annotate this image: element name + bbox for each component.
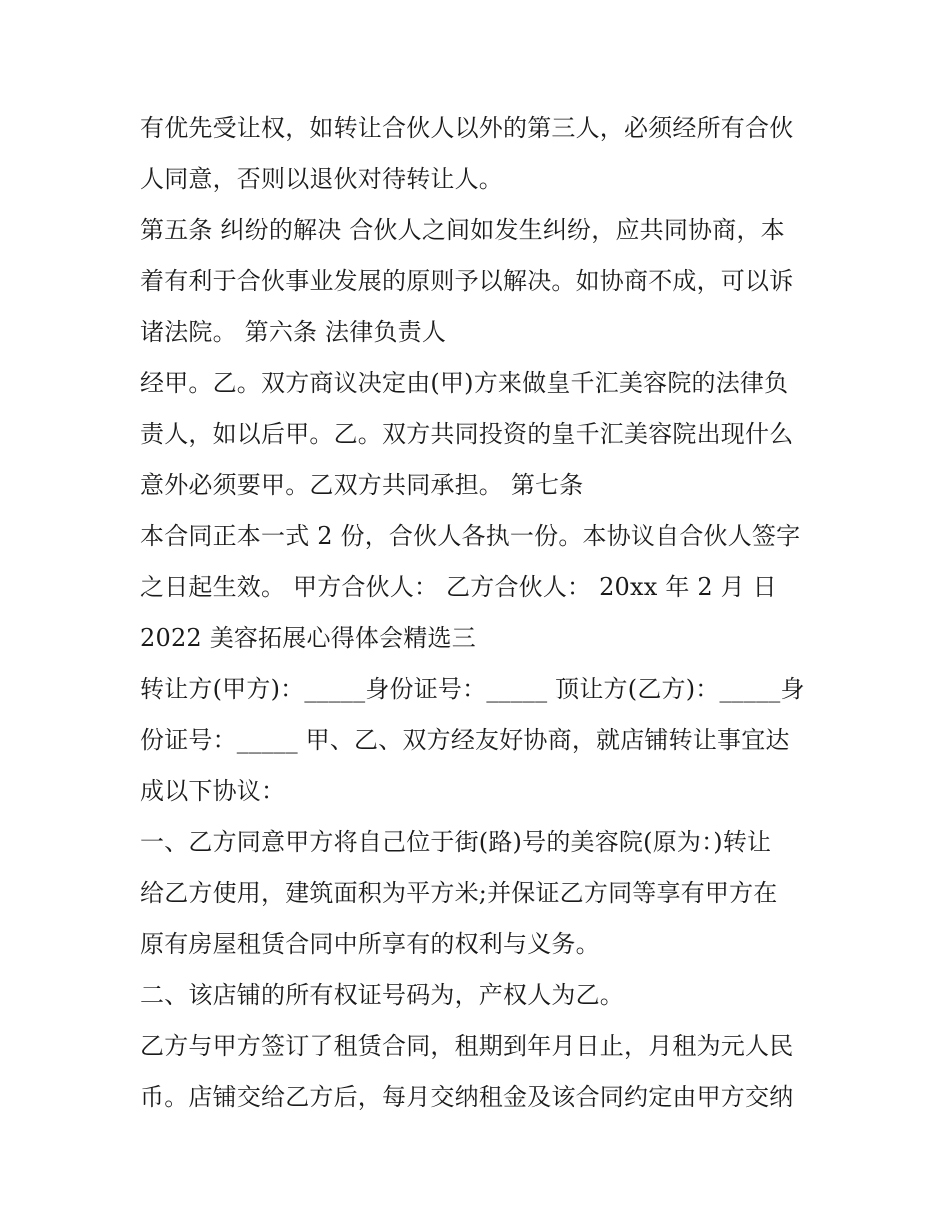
document-body bbox=[140, 103, 820, 1123]
text-line-16: 给乙方使用，建筑面积为平方米;并保证乙方同等享有甲方在 bbox=[140, 879, 778, 907]
text-line-9: 本合同正本一式 2 份，合伙人各执一份。本协议自合伙人签字 bbox=[140, 522, 801, 550]
text-line-18: 二、该店铺的所有权证号码为，产权人为乙。 bbox=[140, 981, 624, 1009]
text-line-1: 有优先受让权，如转让合伙人以外的第三人，必须经所有合伙 bbox=[140, 114, 794, 142]
text-line-13: 份证号：_____ 甲、乙、双方经友好协商，就店铺转让事宜达 bbox=[140, 726, 790, 754]
text-line-20: 币。店铺交给乙方后，每月交纳租金及该合同约定由甲方交纳 bbox=[140, 1083, 794, 1111]
text-line-6: 经甲。乙。双方商议决定由(甲)方来做皇千汇美容院的法律负 bbox=[140, 369, 789, 397]
text-line-5: 诸法院。 第六条 法律负责人 bbox=[140, 318, 447, 346]
text-line-4: 着有利于合伙事业发展的原则予以解决。如协商不成，可以诉 bbox=[140, 267, 794, 295]
text-line-12: 转让方(甲方)：_____身份证号：_____ 顶让方(乙方)：_____身 bbox=[140, 675, 805, 703]
text-line-3: 第五条 纠纷的解决 合伙人之间如发生纠纷，应共同协商，本 bbox=[140, 216, 785, 244]
text-line-19: 乙方与甲方签订了租赁合同，租期到年月日止，月租为元人民 bbox=[140, 1032, 794, 1060]
text-line-17: 原有房屋租赁合同中所享有的权利与义务。 bbox=[140, 930, 600, 958]
text-line-15: 一、乙方同意甲方将自己位于街(路)号的美容院(原为：)转让 bbox=[140, 828, 772, 856]
section-heading: 2022 美容拓展心得体会精选三 bbox=[140, 624, 476, 652]
text-line-8: 意外必须要甲。乙双方共同承担。 第七条 bbox=[140, 471, 584, 499]
text-line-2: 人同意，否则以退伙对待转让人。 bbox=[140, 165, 503, 193]
text-line-10: 之日起生效。 甲方合伙人： 乙方合伙人： 20xx 年 2 月 日 bbox=[140, 573, 777, 601]
text-line-14: 成以下协议： bbox=[140, 777, 286, 805]
text-line-7: 责人，如以后甲。乙。双方共同投资的皇千汇美容院出现什么 bbox=[140, 420, 794, 448]
